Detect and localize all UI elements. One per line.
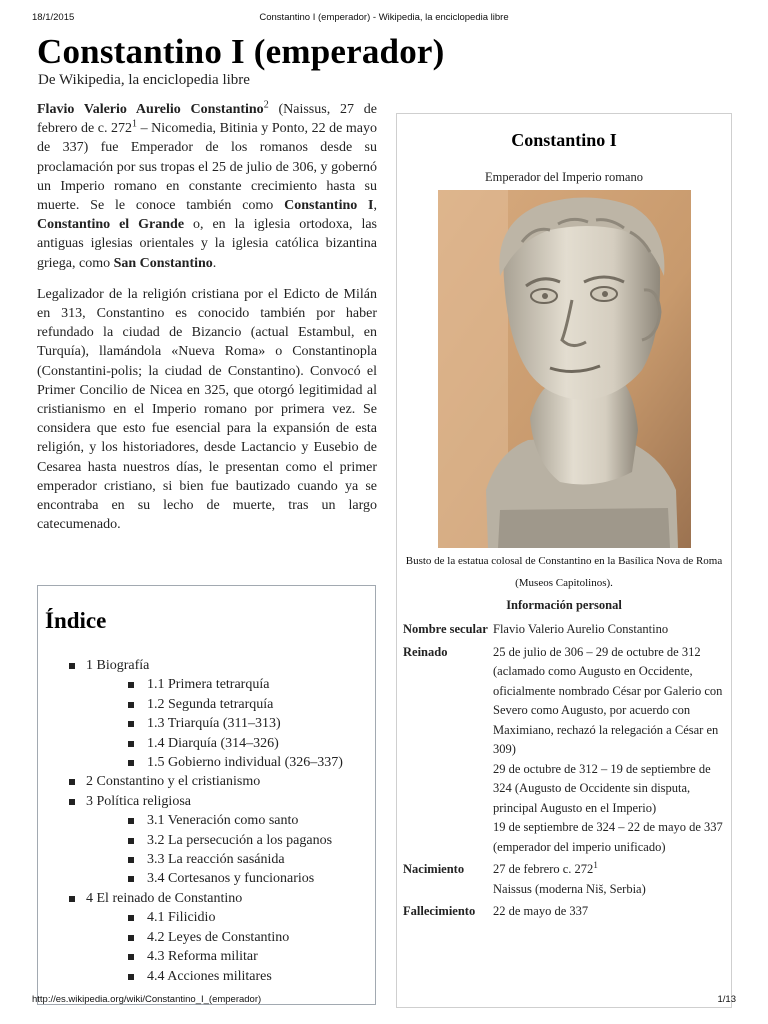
birth-date: 27 de febrero c. 272 (493, 862, 594, 876)
bold-full-name: Flavio Valerio Aurelio Constantino (37, 102, 264, 117)
toc-subitem[interactable]: 1.3 Triarquía (311–313) (66, 714, 367, 733)
bust-image[interactable] (438, 190, 691, 548)
toc-subitem[interactable]: 1.4 Diarquía (314–326) (66, 734, 367, 753)
reign-period-1: 25 de julio de 306 – 29 de octubre de 312 (aclamado como Augusto en Occidente, oficialmente nombrado César por Galerio con Severo como Augusto, por acuerdo con Maximiano, rechazó la relegación a César en 309) (493, 644, 723, 756)
toc-item[interactable]: 1 Biografía (66, 656, 367, 675)
row-value (493, 643, 725, 858)
toc-subitem[interactable]: 3.2 La persecución a los paganos (66, 831, 367, 850)
reference-link[interactable]: 1 (132, 118, 138, 130)
toc-subitem[interactable]: 1.5 Gobierno individual (326–337) (66, 753, 367, 772)
toc-subitem[interactable]: 1.2 Segunda tetrarquía (66, 695, 367, 714)
intro-paragraph: Flavio Valerio Aurelio Constantino$^2$ (Naissus, 27 de febrero de c. $272^1$ – Nicomedia, Bitinia y Ponto, 22 de mayo de 337) fue Emperador de los romanos desde su proclamación por sus tropas el 25 de julio de 306, y gobernó un Imperio romano en constante crecimiento hasta su muerte. Se le conoce también como Constantino I, Constantino el Grande o, en la iglesia ortodoxa, las antiguas iglesias orientales y la iglesia católica bizantina griega, como San Constantino. (37, 99, 377, 271)
infobox-row-secular-name (403, 620, 725, 640)
reign-period-2: 29 de octubre de 312 – 19 de septiembre de 324 (Augusto de Occidente sin disputa, principal Augusto en el Imperio) (493, 761, 711, 815)
row-value: 22 de mayo de 337 (493, 904, 589, 918)
page-title: Constantino I (emperador) (37, 32, 445, 71)
print-date: 18/1/2015 (32, 12, 75, 23)
bust-illustration (438, 190, 691, 548)
toc-item[interactable]: 4 El reinado de Constantino (66, 889, 367, 908)
tagline: De Wikipedia, la enciclopedia libre (38, 72, 250, 88)
infobox (396, 113, 732, 1008)
reference-link[interactable]: 1 (593, 859, 598, 870)
toc-subitem[interactable]: 4.3 Reforma militar (66, 947, 367, 966)
toc-subitem[interactable]: 3.1 Veneración como santo (66, 811, 367, 830)
infobox-subtitle: Emperador del Imperio romano (485, 170, 643, 184)
print-footer (32, 994, 736, 1008)
toc-subitem[interactable]: 4.1 Filicidio (66, 908, 367, 927)
article-body (37, 100, 377, 546)
toc-subitem[interactable]: 1.1 Primera tetrarquía (66, 675, 367, 694)
toc-subitem[interactable]: 4.4 Acciones militares (66, 967, 367, 986)
toc-subitem[interactable]: 4.2 Leyes de Constantino (66, 928, 367, 947)
section-header-personal-info: Información personal (506, 598, 622, 612)
reign-period-3: 19 de septiembre de 324 – 22 de mayo de 337 (emperador del imperio unificado) (493, 820, 723, 854)
print-page-title: Constantino I (emperador) - Wikipedia, la enciclopedia libre (259, 12, 509, 23)
row-value: Flavio Valerio Aurelio Constantino (493, 622, 669, 636)
toc-subitem[interactable]: 3.4 Cortesanos y funcionarios (66, 869, 367, 888)
toc-list (66, 656, 367, 986)
infobox-row-birth (403, 860, 725, 899)
print-url: http://es.wikipedia.org/wiki/Constantino_I_(emperador) (32, 994, 262, 1005)
infobox-title: Constantino I (511, 130, 617, 150)
toc-item[interactable]: 2 Constantino y el cristianismo (66, 772, 367, 791)
row-label: Reinado (403, 644, 448, 659)
page-number: 1/13 (717, 994, 736, 1005)
bold-alias: San Constantino (113, 255, 213, 271)
second-paragraph: Legalizador de la religión cristiana por el Edicto de Milán en 313, Constantino es conocido también por haber refundado la ciudad de Bizancio (actual Estambul, en Turquía), llamándola «Nueva Roma» o Constantinopla (Constantini-polis; la ciudad de Constantino). Convocó el Primer Concilio de Nicea en 325, que otorgó legitimidad al cristianismo en el Imperio romano por primera vez. Se considera que esto fue esencial para la expansión de esta religión, y los historiadores, desde Lactancio y Eusebio de Cesarea hasta nuestros días, le presentan como el primer emperador cristiano, si bien fue bautizado cuando ya se encontraba en su lecho de muerte, tras un largo catecumenado. (37, 286, 377, 533)
reference-link[interactable]: 2 (263, 99, 269, 111)
infobox-rows (403, 620, 725, 925)
table-of-contents (37, 585, 376, 1005)
birth-place[interactable]: Naissus (moderna Niš, Serbia) (493, 881, 646, 896)
row-label: Fallecimiento (403, 904, 476, 918)
bold-alias: Constantino el Grande (37, 217, 185, 233)
row-label: Nacimiento (403, 862, 465, 876)
print-header (32, 12, 736, 26)
infobox-row-reign (403, 643, 725, 858)
toc-title: Índice (45, 608, 107, 633)
image-caption: Busto de la estatua colosal de Constantino en la Basílica Nova de Roma (Museos Capitolinos). (405, 555, 723, 589)
row-label: Nombre secular (403, 622, 488, 636)
infobox-row-death (403, 902, 725, 922)
bold-alias: Constantino I (284, 198, 374, 214)
row-value (493, 860, 725, 899)
toc-subitem[interactable]: 3.3 La reacción sasánida (66, 850, 367, 869)
toc-item[interactable]: 3 Política religiosa (66, 792, 367, 811)
